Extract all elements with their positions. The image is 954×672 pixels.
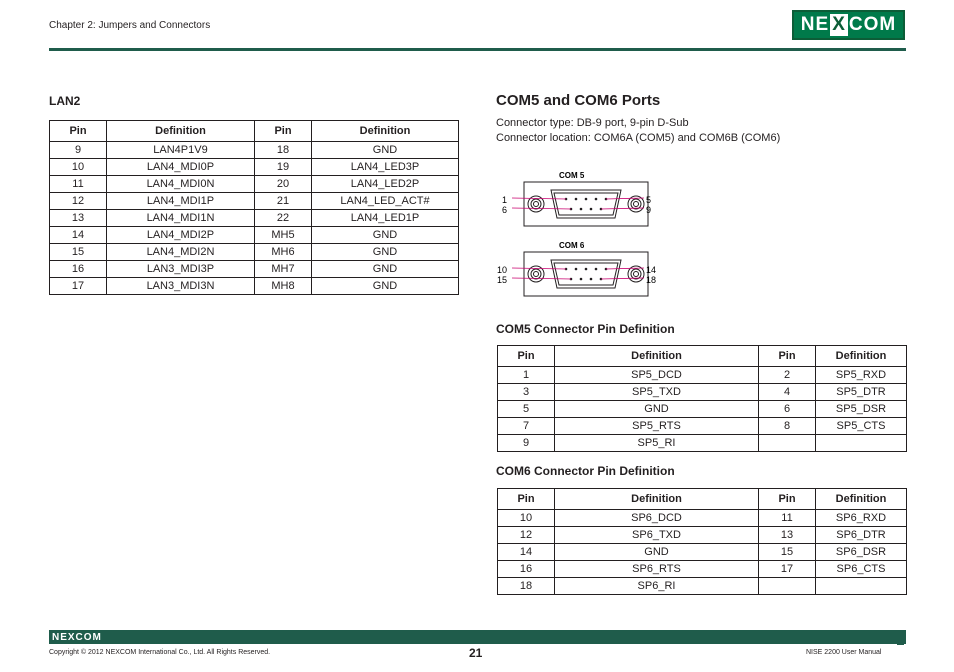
com6-definition-title: COM6 Connector Pin Definition xyxy=(496,464,675,478)
table-cell: MH8 xyxy=(255,278,312,295)
table-cell xyxy=(816,578,907,595)
table-cell: 15 xyxy=(50,244,107,261)
table-cell xyxy=(759,435,816,452)
table-cell: 9 xyxy=(498,435,555,452)
table-cell: LAN4_MDI1N xyxy=(107,210,255,227)
table-cell: LAN3_MDI3P xyxy=(107,261,255,278)
table-cell: 2 xyxy=(759,367,816,384)
com6-connector-icon xyxy=(512,252,648,296)
table-cell: 12 xyxy=(498,527,555,544)
table-header: Definition xyxy=(816,489,907,510)
table-cell: 21 xyxy=(255,193,312,210)
pin-label: 5 xyxy=(646,195,652,205)
table-cell xyxy=(816,435,907,452)
table-cell: 10 xyxy=(50,159,107,176)
table-cell: GND xyxy=(555,401,759,418)
table-header: Pin xyxy=(498,346,555,367)
table-cell: SP6_CTS xyxy=(816,561,907,578)
table-header-row xyxy=(50,121,459,142)
page-number: 21 xyxy=(469,646,483,660)
table-row xyxy=(50,227,459,244)
table-cell: 1 xyxy=(498,367,555,384)
table-cell: 16 xyxy=(50,261,107,278)
table-row xyxy=(50,159,459,176)
table-cell: 14 xyxy=(498,544,555,561)
copyright-text: Copyright © 2012 NEXCOM International Co., Ltd. All Rights Reserved. xyxy=(49,649,271,656)
table-cell: 18 xyxy=(255,142,312,159)
com6-diagram-label: COM 6 xyxy=(559,241,585,250)
com6-pin-table xyxy=(497,488,907,595)
table-header: Definition xyxy=(312,121,459,142)
manual-title: NISE 2200 User Manual xyxy=(806,649,882,656)
table-cell: GND xyxy=(312,142,459,159)
com5-definition-title: COM5 Connector Pin Definition xyxy=(496,322,675,336)
table-cell: MH7 xyxy=(255,261,312,278)
table-cell: LAN4_MDI2P xyxy=(107,227,255,244)
pin-label: 14 xyxy=(646,265,657,275)
table-cell: LAN4_LED2P xyxy=(312,176,459,193)
table-cell: SP5_TXD xyxy=(555,384,759,401)
table-cell: 17 xyxy=(50,278,107,295)
table-body xyxy=(498,510,907,595)
pin-label: 6 xyxy=(502,205,508,215)
table-cell: 12 xyxy=(50,193,107,210)
table-header: Pin xyxy=(255,121,312,142)
footer-logo: NEXCOM xyxy=(52,631,102,643)
com-ports-title: COM5 and COM6 Ports xyxy=(496,92,661,109)
footer-decoration xyxy=(889,630,896,637)
table-cell: LAN4_MDI0N xyxy=(107,176,255,193)
lan2-table xyxy=(49,120,459,295)
table-cell: GND xyxy=(312,227,459,244)
table-header-row xyxy=(498,489,907,510)
pin-label: 18 xyxy=(646,275,657,285)
table-cell: SP5_RXD xyxy=(816,367,907,384)
table-header: Definition xyxy=(555,489,759,510)
table-row xyxy=(50,142,459,159)
table-header-row xyxy=(498,346,907,367)
table-cell: 4 xyxy=(759,384,816,401)
table-body xyxy=(50,142,459,295)
table-row xyxy=(498,418,907,435)
table-cell: SP5_RI xyxy=(555,435,759,452)
connector-location: Connector location: COM6A (COM5) and COM6B (COM6) xyxy=(496,132,781,144)
connector-type: Connector type: DB-9 port, 9-pin D-Sub xyxy=(496,117,689,129)
table-cell: 8 xyxy=(759,418,816,435)
table-cell: SP6_DTR xyxy=(816,527,907,544)
table-row xyxy=(50,176,459,193)
table-cell: 6 xyxy=(759,401,816,418)
pin-label: 9 xyxy=(646,205,652,215)
table-cell: 15 xyxy=(759,544,816,561)
table-cell: SP5_RTS xyxy=(555,418,759,435)
table-row xyxy=(498,435,907,452)
table-cell: 22 xyxy=(255,210,312,227)
table-cell: 18 xyxy=(498,578,555,595)
table-cell: SP6_RXD xyxy=(816,510,907,527)
table-cell: SP5_DTR xyxy=(816,384,907,401)
footer-decoration xyxy=(897,638,904,645)
header-divider xyxy=(49,48,906,51)
table-cell: GND xyxy=(312,244,459,261)
table-cell: 19 xyxy=(255,159,312,176)
com-connector-diagram xyxy=(496,165,676,300)
table-header: Pin xyxy=(759,346,816,367)
table-row xyxy=(498,578,907,595)
table-cell: SP6_DSR xyxy=(816,544,907,561)
table-cell: 13 xyxy=(50,210,107,227)
table-row xyxy=(498,510,907,527)
pin-label: 1 xyxy=(502,195,508,205)
table-row xyxy=(50,244,459,261)
nexcom-logo: NE X COM xyxy=(792,10,905,40)
table-cell: 5 xyxy=(498,401,555,418)
table-header: Definition xyxy=(816,346,907,367)
table-row xyxy=(50,278,459,295)
table-cell: SP6_RTS xyxy=(555,561,759,578)
table-cell: LAN4_MDI2N xyxy=(107,244,255,261)
table-row xyxy=(498,367,907,384)
table-header: Definition xyxy=(107,121,255,142)
table-cell: 13 xyxy=(759,527,816,544)
pin-label: 10 xyxy=(497,265,508,275)
table-header: Definition xyxy=(555,346,759,367)
table-header: Pin xyxy=(759,489,816,510)
lan2-title: LAN2 xyxy=(49,94,81,108)
table-cell: 11 xyxy=(50,176,107,193)
table-cell: LAN4_MDI1P xyxy=(107,193,255,210)
table-cell: SP5_DSR xyxy=(816,401,907,418)
table-cell: LAN4P1V9 xyxy=(107,142,255,159)
table-cell: LAN3_MDI3N xyxy=(107,278,255,295)
table-row xyxy=(498,561,907,578)
table-body xyxy=(498,367,907,452)
table-cell: 7 xyxy=(498,418,555,435)
table-row xyxy=(50,210,459,227)
com5-pin-table xyxy=(497,345,907,452)
table-cell: SP6_DCD xyxy=(555,510,759,527)
table-header: Pin xyxy=(50,121,107,142)
table-header: Pin xyxy=(498,489,555,510)
footer-bar xyxy=(49,630,906,644)
table-cell: 17 xyxy=(759,561,816,578)
table-cell: MH6 xyxy=(255,244,312,261)
table-cell: LAN4_LED1P xyxy=(312,210,459,227)
table-row xyxy=(50,261,459,278)
table-cell: GND xyxy=(555,544,759,561)
com5-diagram-label: COM 5 xyxy=(559,171,585,180)
table-cell: GND xyxy=(312,278,459,295)
table-cell: 9 xyxy=(50,142,107,159)
com5-connector-icon xyxy=(512,182,648,226)
table-cell: 10 xyxy=(498,510,555,527)
table-row xyxy=(50,193,459,210)
table-cell: LAN4_LED_ACT# xyxy=(312,193,459,210)
table-cell: SP6_RI xyxy=(555,578,759,595)
table-cell: SP6_TXD xyxy=(555,527,759,544)
table-cell: 16 xyxy=(498,561,555,578)
table-cell: SP5_CTS xyxy=(816,418,907,435)
table-row xyxy=(498,544,907,561)
table-cell: 3 xyxy=(498,384,555,401)
table-row xyxy=(498,401,907,418)
table-cell: LAN4_LED3P xyxy=(312,159,459,176)
chapter-heading: Chapter 2: Jumpers and Connectors xyxy=(49,20,211,31)
table-cell: 20 xyxy=(255,176,312,193)
table-cell: MH5 xyxy=(255,227,312,244)
table-cell: 11 xyxy=(759,510,816,527)
table-cell: 14 xyxy=(50,227,107,244)
table-row xyxy=(498,527,907,544)
table-cell xyxy=(759,578,816,595)
table-row xyxy=(498,384,907,401)
table-cell: GND xyxy=(312,261,459,278)
table-cell: SP5_DCD xyxy=(555,367,759,384)
pin-label: 15 xyxy=(497,275,508,285)
table-cell: LAN4_MDI0P xyxy=(107,159,255,176)
